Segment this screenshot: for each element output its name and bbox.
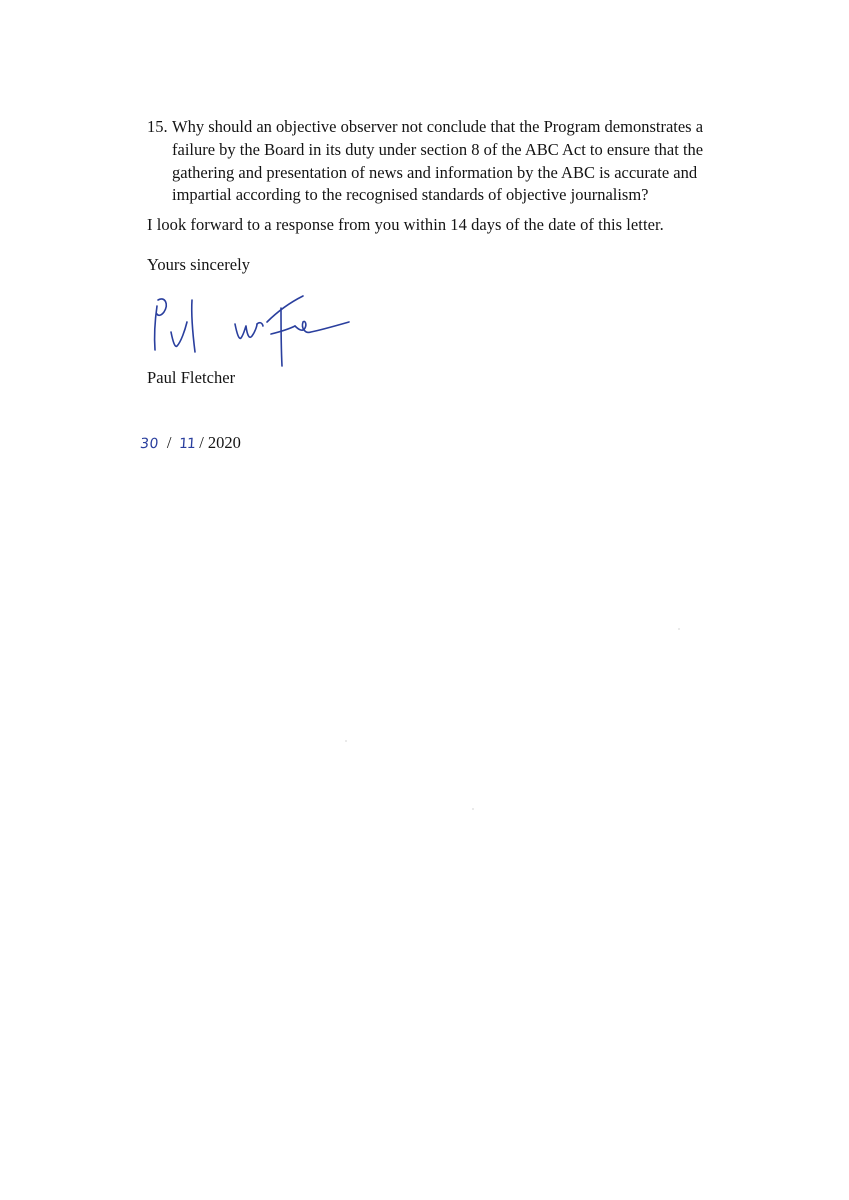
sign-off: Yours sincerely bbox=[147, 255, 251, 274]
date-separator: / bbox=[166, 433, 172, 452]
scan-speck bbox=[345, 740, 347, 742]
letter-date bbox=[140, 432, 241, 456]
closing-paragraph: I look forward to a response from you within 14 days of the date of this letter. bbox=[147, 215, 664, 234]
question-line: impartial according to the recognised standards of objective journalism? bbox=[172, 185, 649, 205]
question-line: failure by the Board in its duty under section 8 of the ABC Act to ensure that the bbox=[172, 139, 704, 159]
signature bbox=[145, 286, 355, 370]
question-number: 15. bbox=[147, 117, 168, 136]
signer-name: Paul Fletcher bbox=[147, 368, 236, 387]
date-year: 2020 bbox=[207, 433, 241, 452]
date-day-handwritten: 30 bbox=[139, 436, 160, 452]
question-line: gathering and presentation of news and information by the ABC is accurate and bbox=[172, 162, 698, 182]
scan-speck bbox=[678, 628, 680, 630]
date-month-handwritten: 11 bbox=[178, 436, 196, 452]
date-separator: / bbox=[199, 433, 204, 452]
question-line: Why should an objective observer not conclude that the Program demonstrates a bbox=[172, 117, 704, 136]
question-text bbox=[172, 116, 703, 207]
scan-speck bbox=[472, 808, 474, 810]
